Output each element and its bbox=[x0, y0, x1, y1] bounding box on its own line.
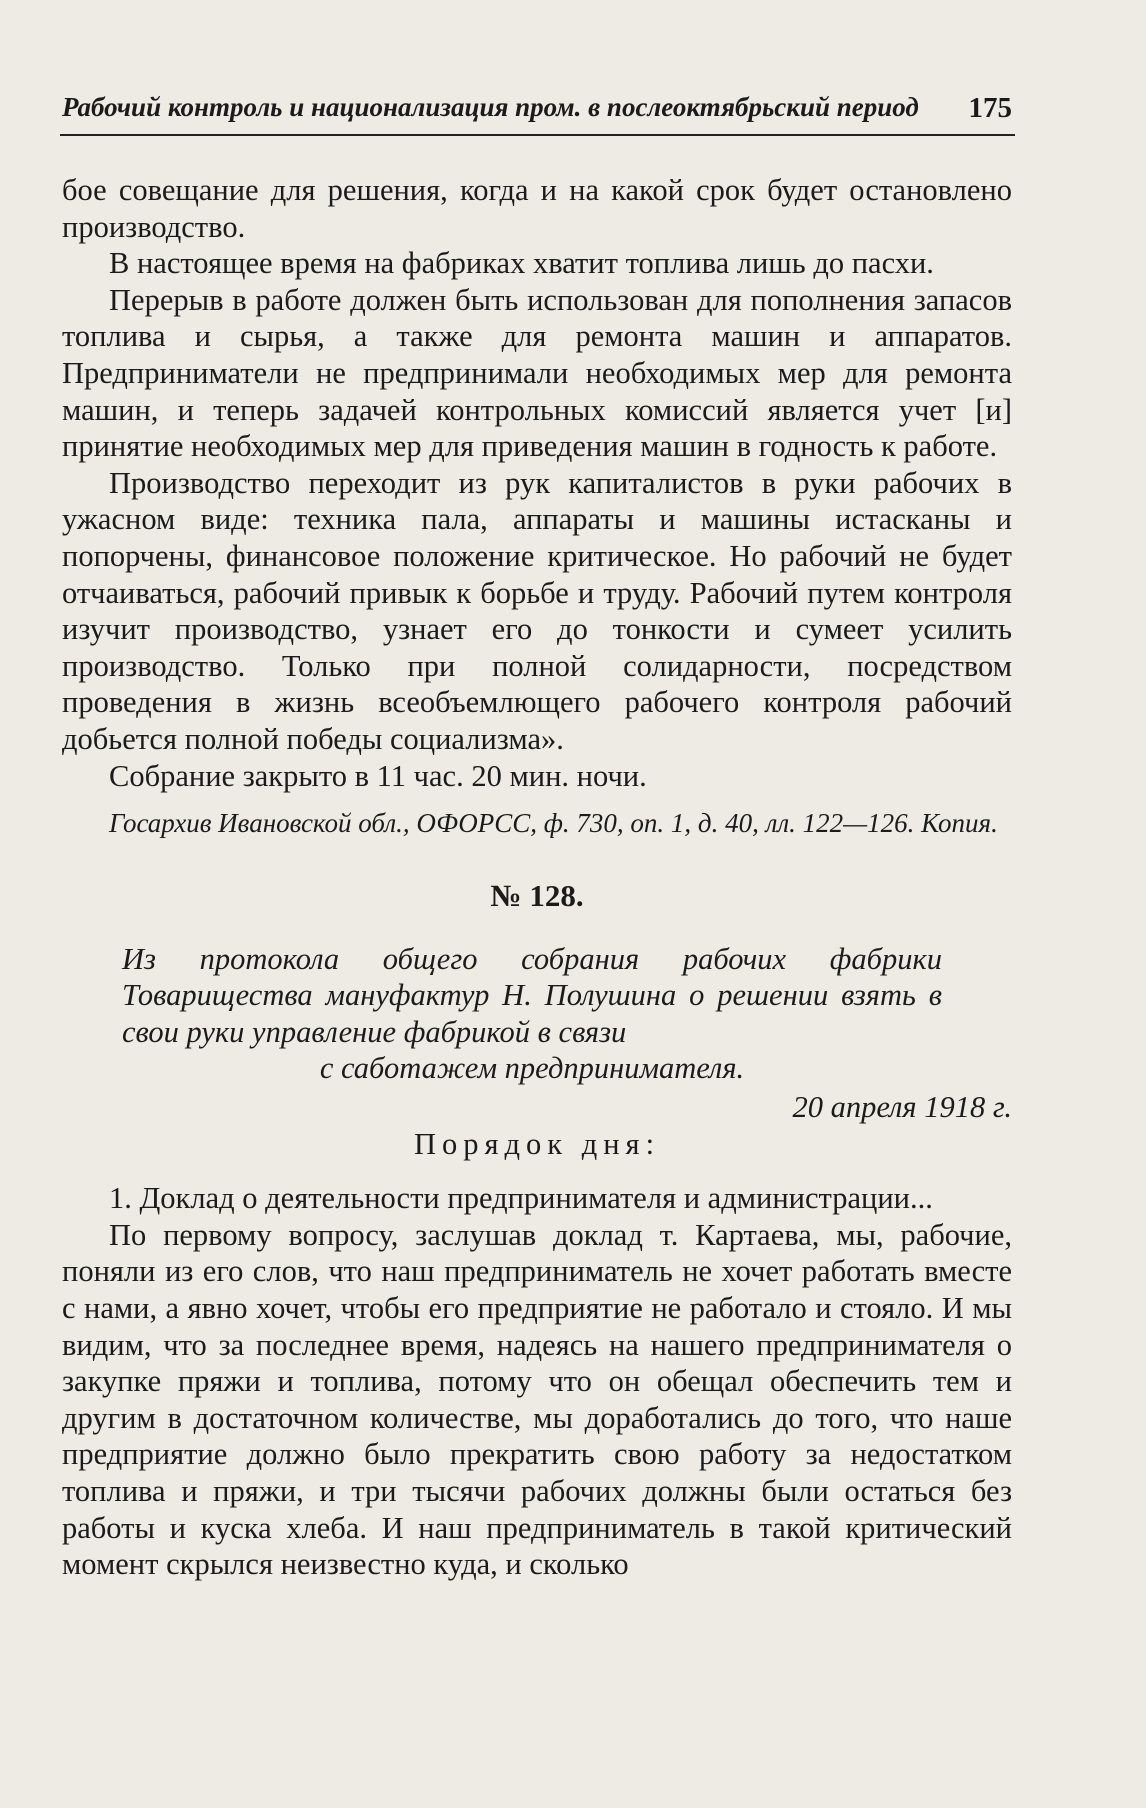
paragraph: Собрание закрыто в 11 час. 20 мин. ночи. bbox=[109, 758, 647, 793]
page-body bbox=[62, 172, 1012, 1583]
paragraph: Производство переходит из рук капиталистов в руки рабочих в ужасном виде: техника пала, аппараты и машины истасканы и попорчены, финансовое положение критическое. Но рабочий не будет отчаиваться, рабочий привык к борьбе и труду. Рабочий путем контроля изучит производство, узнает его до тонкости и сумеет усилить производство. Только при полной солидарности, посредством проведения в жизнь всеобъемлющего рабочего контроля рабочий добьется полной победы социализма». bbox=[62, 465, 1012, 756]
paragraph: В настоящее время на фабриках хватит топлива лишь до пасхи. bbox=[109, 246, 934, 281]
running-title: Рабочий контроль и национализация пром. в послеоктябрьский период bbox=[62, 92, 919, 122]
document-number: № 128. bbox=[490, 878, 584, 914]
header-rule bbox=[60, 134, 1015, 136]
running-header bbox=[62, 92, 1012, 123]
document-date: 20 апреля 1918 г. bbox=[792, 1090, 1012, 1125]
paragraph: бое совещание для решения, когда и на какой срок будет остановлено производство. bbox=[62, 173, 1012, 244]
document-title bbox=[122, 941, 942, 1087]
agenda-item: 1. Доклад о деятельности предпринимателя и администрации... bbox=[109, 1181, 933, 1216]
paragraph: Перерыв в работе должен быть использован для пополнения запасов топлива и сырья, а также для ремонта машин и аппаратов. Предприниматели не предпринимали необходимых мер для ремонта машин, и теперь задачей контрольных комиссий является учет [и] принятие необходимых мер для приведения машин в годность к работе. bbox=[62, 282, 1012, 464]
document-text: По первому вопросу, заслушав доклад т. Картаева, мы, рабочие, поняли из его слов, что наш предприниматель не хочет работать вместе с нами, а явно хочет, чтобы его предприятие не работало и стояло. И мы видим, что за последнее время, надеясь на нашего предпринимателя о закупке пряжи и топлива, потому что он обещал обеспечить тем и другим в достаточном количестве, мы доработались до того, что наше предприятие должно было прекратить свою работу за недостатком топлива и пряжи, и три тысячи рабочих должны были остаться без работы и куска хлеба. И наш предприниматель в такой критический момент скрылся неизвестно куда, и сколько bbox=[62, 1217, 1012, 1582]
archive-source-note: Госархив Ивановской обл., ОФОРСС, ф. 730, оп. 1, д. 40, лл. 122—126. Копия. bbox=[109, 808, 998, 839]
document-title-text: Из протокола общего собрания рабочих фабрики Товарищества мануфактур Н. Полушина о решении взять в свои руки управление фабрикой в связи bbox=[122, 941, 942, 1049]
page-number: 175 bbox=[968, 92, 1012, 124]
document-title-last-line: с саботажем предпринимателя. bbox=[319, 1051, 745, 1086]
agenda-heading: Порядок дня: bbox=[413, 1126, 661, 1161]
